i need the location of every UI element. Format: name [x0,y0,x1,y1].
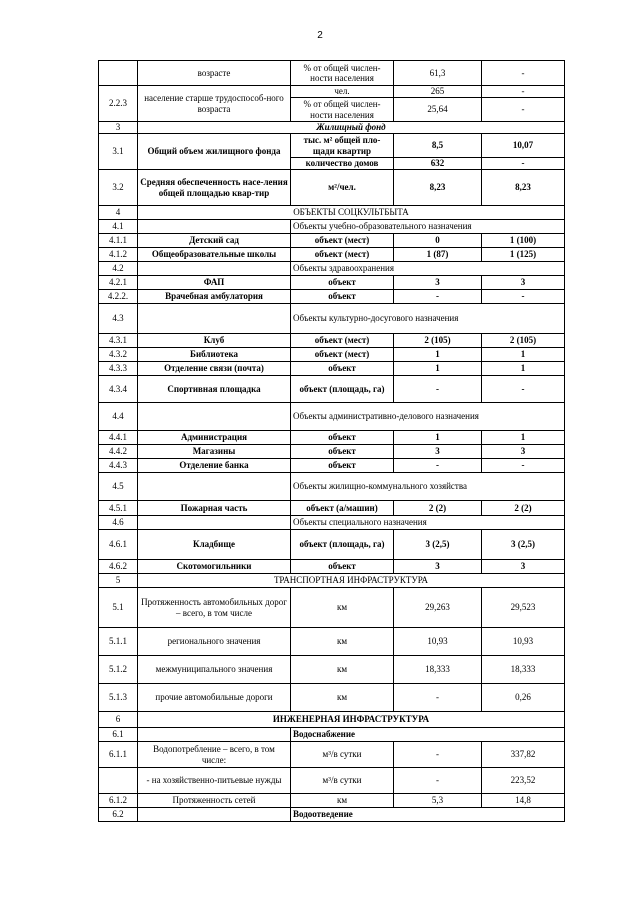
unit: тыс. м² общей пло-щади квартир [291,134,394,158]
unit: объект (мест) [291,234,394,248]
row-number: 6.1.1 [99,742,138,768]
table-row [99,588,565,628]
value-current: 632 [394,158,482,170]
value-target: 2 (2) [482,501,565,516]
row-number: 4.4.2 [99,445,138,459]
row-number: 4.1.1 [99,234,138,248]
value-current: 10,93 [394,628,482,656]
value-target: 1 [482,348,565,362]
subsection-number: 4.1 [99,220,138,234]
row-number: 4.3.2 [99,348,138,362]
subsection-title: Объекты здравоохранения [291,262,565,276]
value-current: 2 (105) [394,334,482,348]
value-current: 25,64 [394,98,482,122]
table-row [99,712,565,728]
value-current: - [394,290,482,304]
table-row [99,530,565,560]
value-current: 3 [394,560,482,574]
table-row [99,262,565,276]
row-number: 4.2.1 [99,276,138,290]
unit: % от общей числен-ности населения [291,61,394,86]
subsection-number: 6.2 [99,808,138,822]
value-target: 29,523 [482,588,565,628]
table-row [99,122,565,134]
table-row [99,656,565,684]
unit: объект [291,560,394,574]
value-target: 3 (2,5) [482,530,565,560]
table-row [99,276,565,290]
table-row [99,808,565,822]
indicator-name: возрасте [138,61,291,86]
unit: объект [291,362,394,376]
value-target: 10,93 [482,628,565,656]
empty-cell [138,403,291,431]
table-row [99,86,565,98]
value-current: 3 [394,276,482,290]
value-current: 3 (2,5) [394,530,482,560]
indicator-name: прочие автомобильные дороги [138,684,291,712]
empty-cell [138,808,291,822]
table-row [99,170,565,206]
table-row [99,376,565,403]
indicator-name: Администрация [138,431,291,445]
indicator-name: Средняя обеспеченность насе-ления общей площадью квар-тир [138,170,291,206]
value-current: 0 [394,234,482,248]
indicator-name: Отделение банка [138,459,291,473]
row-number [99,61,138,86]
table-row [99,220,565,234]
unit: км [291,794,394,808]
subsection-number: 4.5 [99,473,138,501]
unit: чел. [291,86,394,98]
value-target: 3 [482,276,565,290]
subsection-title: Водоотведение [291,808,565,822]
value-target: - [482,61,565,86]
table-row [99,501,565,516]
unit: км [291,628,394,656]
table-row [99,334,565,348]
indicator-name: Протяженность сетей [138,794,291,808]
empty-cell [138,728,291,742]
row-number: 4.6.2 [99,560,138,574]
empty-cell [138,262,291,276]
unit: объект [291,459,394,473]
row-number: 4.5.1 [99,501,138,516]
unit: км [291,684,394,712]
row-number: 4.2.2. [99,290,138,304]
table-row [99,628,565,656]
unit: объект [291,431,394,445]
row-number [99,768,138,794]
unit: м³/в сутки [291,768,394,794]
value-current: 8,5 [394,134,482,158]
unit: объект (площадь, га) [291,376,394,403]
value-target: 18,333 [482,656,565,684]
subsection-title: Объекты специального назначения [291,516,565,530]
indicator-name: Библиотека [138,348,291,362]
indicator-name: Общий объем жилищного фонда [138,134,291,170]
value-target: 1 (100) [482,234,565,248]
indicator-name: Пожарная часть [138,501,291,516]
table-row [99,684,565,712]
empty-cell [138,473,291,501]
section-number: 5 [99,574,138,588]
table-row [99,61,565,86]
subsection-title: Объекты культурно-досугового назначения [291,304,565,334]
unit: м³/в сутки [291,742,394,768]
subsection-number: 4.6 [99,516,138,530]
value-target: 0,26 [482,684,565,712]
section-title: ТРАНСПОРТНАЯ ИНФРАСТРУКТУРА [138,574,565,588]
value-current: - [394,376,482,403]
value-target: 1 [482,362,565,376]
row-number: 4.4.1 [99,431,138,445]
value-target: 223,52 [482,768,565,794]
row-number: 5.1 [99,588,138,628]
indicator-name: межмуниципального значения [138,656,291,684]
indicator-name: Скотомогильники [138,560,291,574]
value-current: 1 [394,431,482,445]
indicator-name: ФАП [138,276,291,290]
value-target: - [482,86,565,98]
indicator-name: Кладбище [138,530,291,560]
row-number: 3.2 [99,170,138,206]
indicator-name: Детский сад [138,234,291,248]
indicator-name: Спортивная площадка [138,376,291,403]
row-number: 6.1.2 [99,794,138,808]
unit: км [291,588,394,628]
subsection-title: Объекты жилищно-коммунального хозяйства [291,473,565,501]
table-row [99,794,565,808]
value-current: 3 [394,445,482,459]
unit: % от общей числен-ности населения [291,98,394,122]
table-row [99,362,565,376]
value-current: 8,23 [394,170,482,206]
value-current: 61,3 [394,61,482,86]
row-number: 4.3.4 [99,376,138,403]
value-target: - [482,290,565,304]
table-row [99,445,565,459]
value-current: 29,263 [394,588,482,628]
table-row [99,574,565,588]
subsection-title: Объекты административно-делового назначения [291,403,565,431]
subsection-number: 6.1 [99,728,138,742]
value-target: - [482,158,565,170]
unit: объект (мест) [291,334,394,348]
value-current: 1 [394,348,482,362]
value-target: 1 (125) [482,248,565,262]
value-target: 337,82 [482,742,565,768]
table-row [99,304,565,334]
unit: м²/чел. [291,170,394,206]
subsection-title: Объекты учебно-образовательного назначения [291,220,565,234]
row-number: 3.1 [99,134,138,170]
table-row [99,560,565,574]
row-number: 5.1.1 [99,628,138,656]
value-target: 8,23 [482,170,565,206]
table-row [99,728,565,742]
indicator-name: Врачебная амбулатория [138,290,291,304]
value-target: 3 [482,560,565,574]
unit: количество домов [291,158,394,170]
row-number: 4.1.2 [99,248,138,262]
value-target: 10,07 [482,134,565,158]
subsection-number: 4.4 [99,403,138,431]
row-number: 4.3.1 [99,334,138,348]
indicator-name: Магазины [138,445,291,459]
row-number: 4.6.1 [99,530,138,560]
value-target: 2 (105) [482,334,565,348]
section-number: 3 [99,122,138,134]
table-row [99,516,565,530]
value-current: 1 (87) [394,248,482,262]
value-current: - [394,459,482,473]
indicator-name: Общеобразовательные школы [138,248,291,262]
indicator-name: Отделение связи (почта) [138,362,291,376]
unit: объект (мест) [291,348,394,362]
section-title: ИНЖЕНЕРНАЯ ИНФРАСТРУКТУРА [138,712,565,728]
value-target: 14,8 [482,794,565,808]
table-row [99,403,565,431]
empty-cell [138,304,291,334]
indicator-name: Клуб [138,334,291,348]
section-number: 6 [99,712,138,728]
section-title: Жилищный фонд [138,122,565,134]
table-row [99,206,565,220]
indicator-name: Водопотребление – всего, в том числе: [138,742,291,768]
value-target: - [482,98,565,122]
unit: объект [291,276,394,290]
table-row [99,290,565,304]
value-current: 2 (2) [394,501,482,516]
table-row [99,348,565,362]
empty-cell [138,220,291,234]
subsection-number: 4.2 [99,262,138,276]
value-current: 5,3 [394,794,482,808]
unit: объект [291,290,394,304]
value-current: 265 [394,86,482,98]
table-row [99,431,565,445]
row-number: 5.1.2 [99,656,138,684]
page-number: 2 [317,30,323,41]
value-target: - [482,459,565,473]
table-row [99,742,565,768]
table-row [99,459,565,473]
indicator-name: регионального значения [138,628,291,656]
value-current: - [394,768,482,794]
indicators-table [98,60,565,822]
table-row [99,768,565,794]
subsection-number: 4.3 [99,304,138,334]
unit: км [291,656,394,684]
table-row [99,134,565,158]
indicator-name: - на хозяйственно-питьевые нужды [138,768,291,794]
subsection-title: Водоснабжение [291,728,565,742]
indicator-name: Протяженность автомобильных дорог – всего, в том числе [138,588,291,628]
table-row [99,473,565,501]
value-target: - [482,376,565,403]
table-row [99,248,565,262]
table-row [99,234,565,248]
unit: объект (а/машин) [291,501,394,516]
empty-cell [138,516,291,530]
row-number: 2.2.3 [99,86,138,122]
indicator-name: население старше трудоспособ-ного возраста [138,86,291,122]
value-current: 18,333 [394,656,482,684]
value-current: - [394,684,482,712]
value-target: 3 [482,445,565,459]
value-current: - [394,742,482,768]
value-target: 1 [482,431,565,445]
section-title: ОБЪЕКТЫ СОЦКУЛЬТБЫТА [138,206,565,220]
row-number: 4.3.3 [99,362,138,376]
value-current: 1 [394,362,482,376]
unit: объект [291,445,394,459]
row-number: 5.1.3 [99,684,138,712]
row-number: 4.4.3 [99,459,138,473]
unit: объект (мест) [291,248,394,262]
section-number: 4 [99,206,138,220]
unit: объект (площадь, га) [291,530,394,560]
